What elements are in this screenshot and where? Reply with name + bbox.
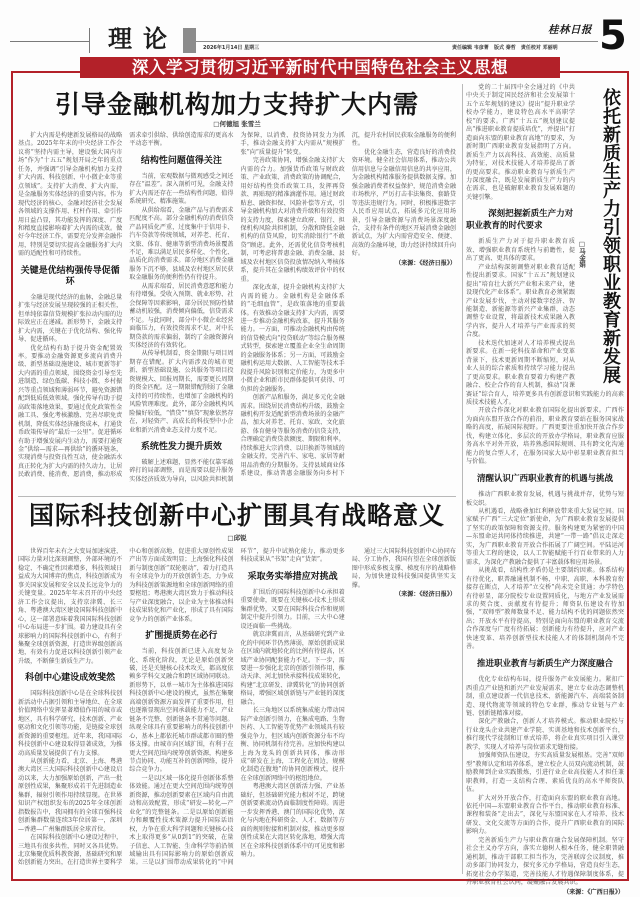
section-name: 理论 <box>108 24 178 53</box>
source-credit: （来源：《经济日报》） <box>395 591 456 599</box>
section-heading: 采取务实举措应对挑战 <box>247 571 338 582</box>
paragraph: 技术迭代加速对人才培养模式提出新要求。在新一轮科技革命和产业变革背景下，技术更新周期不断缩短，对从业人员的综合素质和持续学习能力提出了更高要求。职业教育要着力构建产教融合、校企合作的育人机制，推动“岗课赛证”综合育人，培养更多具有创新意识和实践能力的高素质技术技能人才。 <box>466 339 624 406</box>
paragraph: 深化产教融合，创新人才培养模式。推动职业院校与行业龙头企业共建产业学院、实训基地和技术创新平台，推行现代学徒制和订单式培养，将企业真实项目引入课堂教学，实现人才培养与岗位需求无缝衔接。 <box>466 718 624 751</box>
paragraph: 国际科技创新中心是在全球科技创新活动中占据引领和主导地位、在全球价值网络中发挥显著增值作用的城市或地区，具有科学研究、技术创新、产业驱动和文化引领等功能，是链接全球创新资源的重要枢纽。近年来，我国国际科技创新中心建设取得显著成效，为推动高质量发展提供了有力支撑。 <box>18 690 123 757</box>
section-heading: 科创中心建设成效斐然 <box>25 673 116 684</box>
article-byline: □何德旭 张雪兰 <box>213 120 261 128</box>
paragraph: 粤港澳大湾区创新活力强、产业基础好，但基础研究能力相对不足，跨境创新要素流动仍面临制度性障碍。需进一步发挥香港、澳门的国际化优势，深化与内地在科研资金、人才、数据等方面的规则衔接和机制对接，推动更多原创性成果在大湾区转化落地，增强大湾区在全球科技创新体系中的可见度和影响力。 <box>240 783 345 858</box>
issue-date: 2026年1月14日 星期三 <box>203 45 260 51</box>
article-body <box>18 548 456 874</box>
source-credit: （来源：《经济日报》） <box>395 259 456 267</box>
paragraph: 扩围后的国际科技创新中心承担着重要使命，既要在关键核心技术上形成集群优势，又要在国际科技合作和规则制定中提升引领力。目前，三大中心建设还面临一些挑战。 <box>240 588 345 630</box>
article-byline: □马金娟 <box>578 240 586 268</box>
theme-banner: 深入学习贯彻习近平新时代中国特色社会主义思想 <box>80 57 560 78</box>
paragraph: 从需求端看，居民消费意愿和能力有待增强。受收入预期、就业形势、社会保障等因素影响，部分居民预防性储蓄动机较强，消费倾向偏低，信贷需求不足。与此同时，部分中小微企业经营面临压力，有效投资需求不足，对中长期贷款的需求偏弱，制约了金融资源向实体经济的有效转化。 <box>129 282 234 349</box>
paragraph: 完善政策协同，增强金融支持扩大内需的合力。加强货币政策与财政政策、产业政策、消费政策的协调配合，用好结构性货币政策工具，发挥再贷款、再贴现的精准滴灌作用。通过财政贴息、融资担保、风险补偿等方式，引导金融机构加大对消费升级和有效投资的支持力度，探索建立政府、银行、担保机构风险共担机制，分散和降低金融机构的信贷风险，切实消除银行“不敢贷”顾虑。此外，还需优化信贷考核机制，可考虑将普惠金融、消费金融、县域及农村地区信贷投放情况纳入考核体系，提升其在金融机构绩效评价中的权重。 <box>240 157 345 283</box>
paragraph: 从创新能力看，北京、上海、粤港澳大湾区三大国际科技创新中心建设启动以来，大力加强原始创新，产出一批原创性成果，集聚形成若干先进制造业集群，辐射引领作用持续显现。在世界知识产权组织发布的2025年全球创新指数报告中，我国拥有的全球百强科技创新集群数量连续3年位居第一，深圳—香港—广州集群跃居全球首位。 <box>18 757 123 833</box>
article-title: 引导金融机构加力支持扩大内需 <box>54 90 419 119</box>
paragraph: 创新产品和服务，满足多元化金融需求。围绕居民消费结构升级，鼓励金融机构开发适配新型消费场景的金融产品，加大对养老、托育、家政、文化旅游、体育健身等服务消费的信贷支持，合理确定消费贷款额度、期限和利率。持续推进大宗消费、以旧换新等领域的金融支持，完善汽车、家电、家居等耐用品消费的分期服务。支持县域商业体系建设，推动普惠金融服务向乡村下沉，提升农村居民获取金融服务的便利性。 <box>240 132 456 478</box>
header-rule-tick <box>89 28 90 53</box>
section-heading: 清醒认识广西职业教育的机遇与挑战 <box>476 473 613 484</box>
paragraph: 一是以区域一体化提升创新体系整体效能。通过在更大空间范围内统筹创新资源，推动创新要素在区域内自由流动和高效配置，形成“研发—转化—产业化”的完整链条。二是以原始创新能力和颠覆性技术策源力提升国际话语权，力争在重大科学问题和关键核心技术上取得更多“从0到1”的突破，在量子信息、人工智能、生命科学等前沿领域输出具有国际影响力的原始创新成果。三是以扩围带动成果转化的“中间环节”，提升中试熟化能力，推动更多科技成果从“书架”走向“货架”。 <box>129 548 345 867</box>
paragraph: 扩大内需是构建新发展格局的战略基点。2025年年末的中央经济工作会议将“坚持内需主导，建设强大国内市场”作为“十五五”规划开局之年的重点任务，并强调“引导金融机构加力支持扩大内需、科技创新、中小微企业等重点领域”。支持扩大消费、扩大内需，是金融服务实体经济的重要内容。作为现代经济的核心，金融对经济社会发展各领域的支撑作用、杠杆作用、牵引作用日益凸显，其功能发挥的深度、广度和精度直接影响着扩大内需的成效。做好今年经济工作，需要充分发挥金融作用，特别是要切实提高金融服务扩大内需的适配性和可持续性。 <box>18 132 123 258</box>
header-rule-left <box>10 41 89 42</box>
paragraph: 金融是现代经济的血脉，金融总量扩张与经济发展呈现较强的正相关性，但单纯依靠信贷规模扩张拉动内需的边际效应正在递减。新形势下，金融支持扩大内需，关键在于优化结构、强化传导、促进循环。 <box>18 293 123 344</box>
source-credit: （来源：《广西日报》） <box>563 888 624 896</box>
paragraph: 从挑战看，结构性矛盾仍是主要制约因素。体系结构有待优化，职普融通机制不畅，中职、高职、本科教育衔接存在断点，人才培养“立交桥”尚未完全贯通；办学特色有待彰显，部分院校专业设置同质化，与地方产业发展需求的契合度、贡献度有待提升；师资队伍建设有待加强，“双师型”教师数量不足、能力结构不优的问题依然突出；开放水平有待提高，特别是面向东盟的职业教育交流合作深度与广度有待拓展；创新能力有待提升，应对产业快速变革、培养创新型技术技能人才的体制机制尚不完善。 <box>466 567 624 651</box>
paragraph: 开放合作深化对职业教育国际化提出新要求。广西作为面向东盟开放合作的前沿，职业教育要站在服务国家战略的高度，拓展国际视野。广西更要注重加快开放合作步伐，构建立体化、多层次的开放办学格局，职业教育应服务高水平对外开放，培养熟悉国际规则、具有跨文化沟通能力的复合型人才，在服务国家大局中彰显职业教育担当与价值。 <box>466 407 624 466</box>
article-title: 依托新质生产力引领职业教育新发展 <box>600 88 621 384</box>
paragraph: 从供给端看，金融产品与消费需求匹配度不高。部分金融机构的消费信贷产品同质化严重，过度集中于信用卡、汽车贷款等传统领域，对养老、托育、文旅、体育、健康等新型消费场景覆盖不足，难以满足居民多样化、个性化、品质化的消费需求。部分地区消费金融服务下沉不够，县域及农村地区居民获取金融服务的便利性仍有待提升。 <box>129 206 234 282</box>
paragraph: 破解上述难题，显然不能仅靠零敲碎打的局部调整，而是需要以提升服务实体经济质效为导向，以风险共担机制为保障，以消费、投资协同发力为抓手，推动金融支持扩大内需从“规模扩张”向“质量提升”转变。 <box>129 132 345 483</box>
editor-credits: 责任编辑 韦彦菁 版式 秦哲 责任校对 邓丽明 <box>452 45 558 51</box>
paragraph: 通过三大国际科技创新中心协同布局、分工协作，我国有望在全球创新版图中形成多极支撑、梯度有序的战略格局，为加快建设科技强国提供坚实支撑。 <box>351 548 456 589</box>
paragraph: 从机遇看，战略叠加红利释放带来重大发展空间。国家赋予广西“三大定位”新使命，为广西职业教育发展提供了坚实的政策保障和资源支持。服务构建更为紧密的中国—东盟命运共同体持续推进，共建“一带一路”倡议走深走实，为广西职业教育开放合作拓展了广阔空间。平陆运河等重大工程的建设，以人工智能赋能千行百业带来的人力需求，为深化产教融合提供了丰富载体和应用场景。 <box>466 507 624 566</box>
paragraph: 当前，科技创新已进入高度复杂化、系统化阶段，无论是原始创新突破，还是关键核心技术攻关，都高度依赖多学科交叉融合和跨区域协同联动。新形势下，以单一城市为主体推进国际科技创新中心建设的模式，虽然在集聚高端创新资源方面发挥了重要作用，但也逐渐显现出空间承载能力不足、产业链条不完整、创新链条不贯通等问题。纵观全球具有重要影响力的科技创新中心，基本上都依托城市群或都市圈的整体支撑。由城市向区域扩围，有利于在更大空间范围内统筹创新资源，构建多节点协同、功能互补的创新网络，提升综合竞争力。 <box>129 648 234 774</box>
paragraph: 就京津冀而言，从基础研究到产业化的中间环节仍然薄弱，原始创新成果在区域内就地转化的比例有待提高，区域产业协同配套能力不足。下一步，需要进一步强化北京的创新引领作用，推动天津、河北加快承接科技成果转化，构建“北京研发、津冀转化”的协同创新格局，增强区域创新链与产业链的深度融合。 <box>240 631 345 706</box>
paragraph: 优化结构有助于提升资金配置效率。要推动金融资源更多流向消费升级、新型基础设施建设、城市更新等扩大内需的重点领域，围绕资金引导至先进制造、绿色低碳、科技小微、乡村振兴等重点领域和薄弱环节，避免资源错配到低质低效领域。强化传导有助于提高政策落地效果，要通过优化政策性金融工具、强化考核激励、完善尽职免责机制，降低实体经济融资成本，打通货币政策传导的“最后一公里”。促进循环有助于增强发展内生动力，需要打通资金“供给—需求—再供给”的循环链条，实现消费与投资良性互动，使金融活水真正转化为扩大内需的持久动力，让居民敢消费、能消费、愿消费，推动形成需求牵引供给、供给创造需求的更高水平动态平衡。 <box>18 132 234 479</box>
paragraph: 当前，宏观数据与微观感受之间还存在“温差”。深入剖析可见，金融支持扩大内需还存在一些结构性问题，值得系统研究、精准施策。 <box>129 172 234 206</box>
newspaper-logo: 桂林日报 <box>548 24 592 36</box>
paragraph: 优化金融生态，营造良好的消费投资环境。健全社会信用体系，推动公共信用信息与金融信用信息的共享应用，为金融机构精准服务提供数据支撑。加强金融消费者权益保护，规范消费金融市场秩序，严厉打击非法集资、套路贷等违法违规行为。同时，积极推进数字人民币应用试点，拓展多元化应用场景，引导金融资源与消费场景深度融合，支持有条件的地区开展消费金融创新试点，为扩大内需营造安全、便捷、高效的金融环境，助力经济持续回升向好。 <box>351 148 456 258</box>
page-number: 5 <box>599 13 627 59</box>
paragraph: 加强师资队伍建设，夯实高质量发展根基。完善“双师型”教师认定和培养体系，建立校企人员双向流动机制，鼓励教师到企业实践锻炼，引进行业企业高技能人才担任兼职教师，打造一支结构合理、素质优良的高水平师资队伍。 <box>466 752 624 794</box>
article-divider <box>18 496 456 497</box>
paragraph: 完善新质生产力与职业教育融合发展保障机制。坚守社会主义办学方向，落实立德树人根本任务，健全职普融通机制，推动干部职工担当作为，完善联席会议制度，推动多部门协同发力，探究多元办学格局，营造良好生态，拓宽社会办学渠道，完善技能人才待遇保障制度体系，提升职业教育社会认同，凝聚融合发展共识。 <box>466 836 624 887</box>
article-byline: □邱锐 <box>227 534 247 542</box>
column-divider <box>462 84 463 874</box>
vertical-title-box <box>578 84 624 386</box>
paragraph: 扩大对外开放合作，打造面向东盟的职业教育高地。依托中国—东盟职业教育合作平台，推动职业教育标准、课程和装备“走出去”，深化与东盟国家在人才培养、技术研发、文化交流等方面的合作，提升广西职业教育的国际影响力。 <box>466 794 624 836</box>
article-body <box>466 84 624 896</box>
paragraph: 从传导机制看，资金期限与项目周期存在错配。扩大内需涉及的城市更新、新型基础设施、公共服务等项目投资规模大、回报周期长，需要更长周期的资金匹配。这一期限错配削弱了金融支持的可持续性，也增加了金融机构的风险管理难度。此外，部分金融机构风险偏好较低，“惜贷”“慎贷”现象依然存在，对轻资产、高成长的科技型中小企业和新兴消费业态支持力度不足。 <box>129 350 234 434</box>
section-heading: 结构性问题值得关注 <box>140 155 222 166</box>
article-body <box>18 132 456 492</box>
header-rule <box>196 41 598 42</box>
paragraph: 长三角地区以系统集成能力带动国际产业创新引领力，在集成电路、生物医药、人工智能等优势产业领域具有较强竞争力，但区域内创新资源分布不均衡、协同机制有待完善。应加快构建以上海为龙头的创新共同体，推动形成“研发在上海，工程化在周边，规模化制造在腹地”的协同创新模式，提升在全球创新网络中的枢纽地位。 <box>240 707 345 782</box>
section-heading: 扩围提质势在必行 <box>145 631 218 642</box>
section-heading: 系统性发力提升质效 <box>140 441 222 452</box>
paragraph: 世界百年未有之大变局加速演进，国际力量对比深刻调整，外部环境的不稳定、不确定性因素增多，科技领域日益成为大国博弈的焦点，科技创新成为事关国家发展和安全以及长远竞争力的关键变量。2025年年末召开的中央经济工作会议提出，支持京津冀、长三角、粤港澳大湾区建设国际科技创新中心，这一部署意味着我国国际科技创新中心布局进一步扩围。着力建设具有全球影响力的国际科技创新中心，有利于集聚全球创新资源，打造世界级创新高地，有效有力促进以科技创新引领产业升级，不断催生新质生产力。 <box>18 548 123 665</box>
paragraph: 在国际科技创新中心建设过程中，三地具有很多共性，同时又各具优势。北京集聚优质科教资源，基础研究和原始创新能力突出，在打造世界主要科学中心和创新高地、促进重大原创性成果产出等方面成效明显；上海强化科技创新与制度创新“双轮驱动”，着力打造具有全球竞争力的开放创新生态，力争成为科技创新策源地和全球创新网络的重要枢纽；粤港澳大湾区致力于推动科技与产业深度融合，以企业为主体推动科技成果转化和产业化，形成了具有国际竞争力的创新产业体系。 <box>18 548 234 867</box>
paragraph: 党的二十届四中全会通过的《中共中央关于制定国民经济和社会发展第十五个五年规划的建议》提出“提升职业学校办学能力，建设特色高水平高职学校”的要求。广西“十五五”规划建议提出“推进职业教育提质培优”，并提出“打造面向东盟的职业教育高地”的要求，为新时期广西职业教育发展指明了方向。新质生产力以高科技、高效能、高质量为特征，对技术技能人才培养提出了新的更高要求。推动职业教育与新质生产力深度融合，既是发展新质生产力的内在需求，也是破解职业教育发展难题的关键引擎。 <box>466 84 575 201</box>
paragraph: 推动广西职业教育发展，机遇与挑战并存，优势与短板交织。 <box>466 491 624 507</box>
section-heading: 推进职业教育与新质生产力深度融合 <box>476 658 613 669</box>
paragraph: 产业结构深刻调整对职业教育适配性提出新要求。国家“十五五”规划建议提出“培育壮大新兴产业和未来产业，建设现代化产业体系”。职业教育必须紧跟产业发展步伐，主动对接数字经济、智能制造、新能源等新兴产业集群，动态调整专业设置，将最新技术成果融入教学内容，提升人才培养与产业需求的契合度。 <box>466 263 575 339</box>
paragraph: 新质生产力对于提升职业教育质效、增强职业教育系统性与前瞻性，提出了更高、更具体的要求。 <box>466 238 575 263</box>
paragraph: 深化改革，提升金融机构支持扩大内需的能力。金融机构是金融体系的“毛细血管”，是政策落地的重要载体。有效推动金融支持扩大内需，需要进一步推动金融机构改革，提升其服务能力。一方面，可推动金融机构由传统的信贷模式向“投贷联动”等综合服务模式转型，探索建立覆盖企业全生命周期的金融服务体系；另一方面，可鼓励金融机构运用大数据、人工智能等技术手段提升风险识别和定价能力，为更多中小微企业和新市民群体提供可获得、可负担的金融服务。 <box>240 284 345 393</box>
paragraph: 优化专业结构布局，提升服务产业发展能力。紧扣广西重点产业链和新兴产业发展需求，建立专业动态调整机制，重点建设新一代信息技术、新能源汽车、高端装备制造、现代物流等领域的特色专业群，推动专业链与产业链、创新链精准对接。 <box>466 676 624 717</box>
section-heading: 关键是优结构强传导促循环 <box>20 265 120 287</box>
article-title: 国际科技创新中心扩围具有战略意义 <box>28 501 445 530</box>
section-marker-block <box>183 28 196 53</box>
section-heading: 深刻把握新质生产力对职业教育的时代要求 <box>466 209 574 231</box>
